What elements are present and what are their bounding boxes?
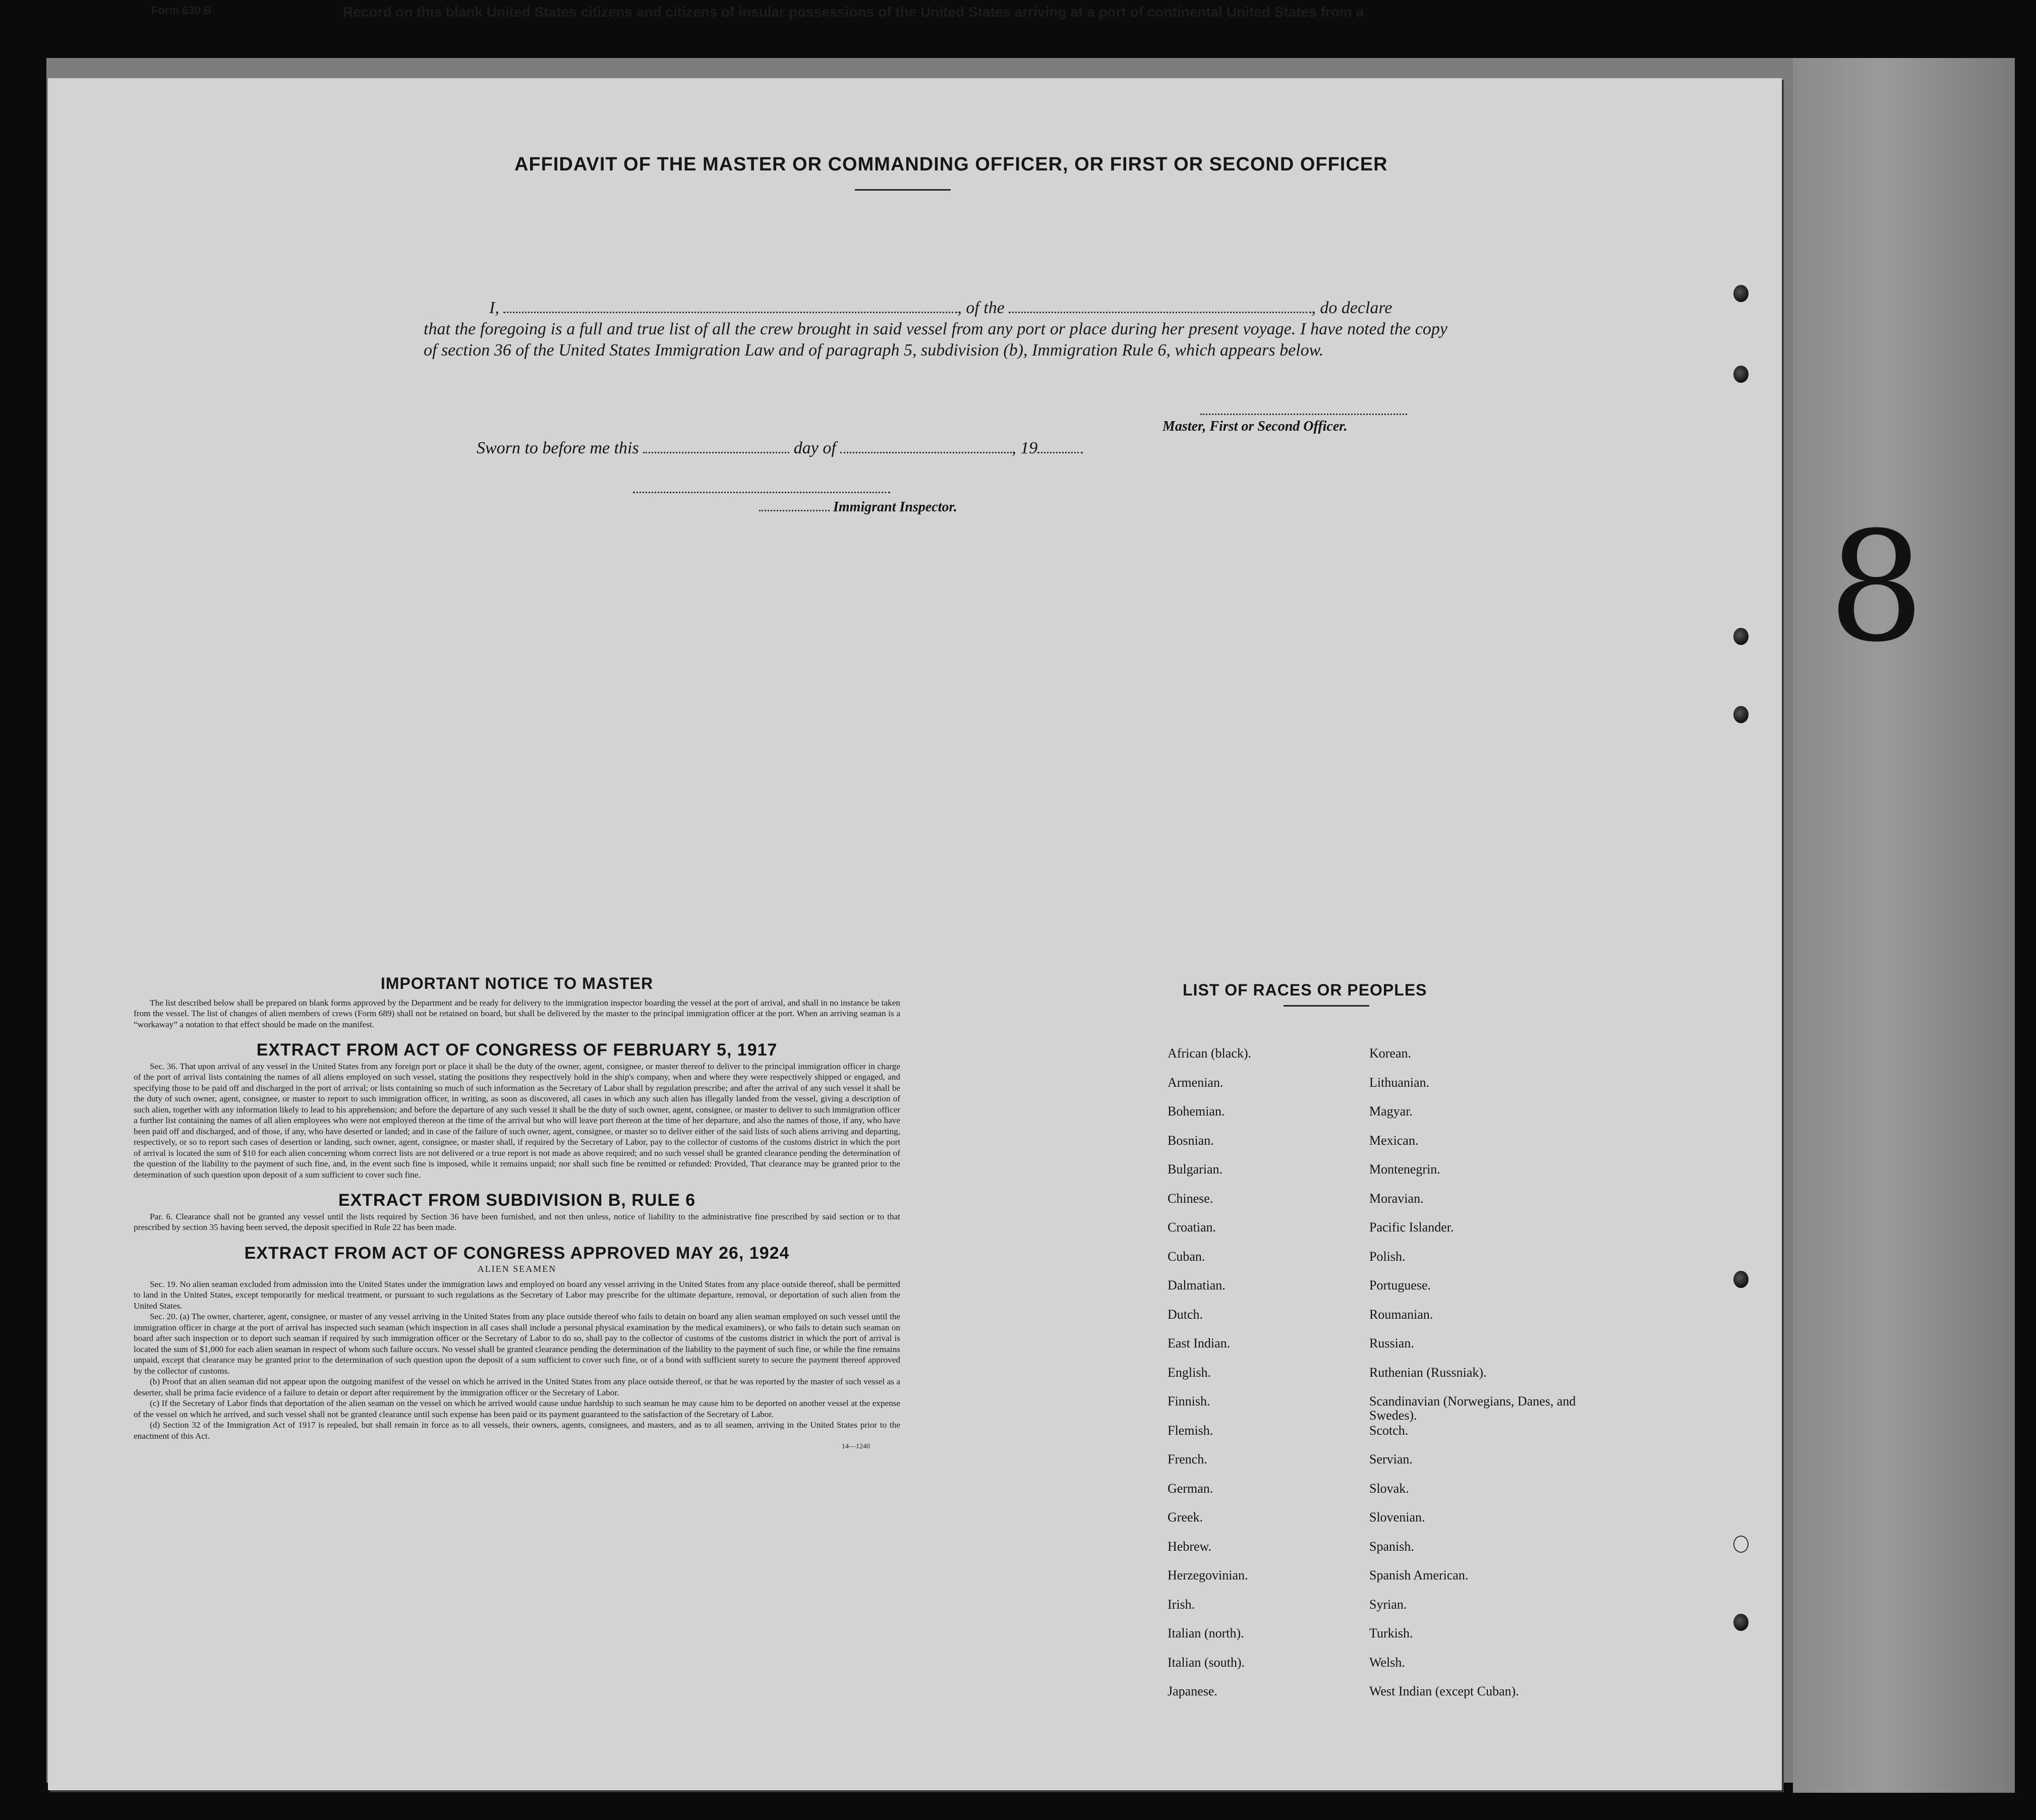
binder-hole	[1733, 628, 1749, 645]
affidavit-title-rule	[855, 189, 951, 191]
extract-1924-title: EXTRACT FROM ACT OF CONGRESS APPROVED MAY 26, 1924	[244, 1243, 790, 1263]
race-item: Spanish American.	[1369, 1568, 1469, 1582]
extract-1917-text: Sec. 36. That upon arrival of any vessel in the United States from any foreign port or place it shall be the duty of the owner, agent, consignee, or master thereof to deliver to the principal immigration officer in charge of the port of arrival lists containing the names of all aliens employed on such vessel, stating the positions they respectively hold in the ship's company, when and where they were respectively shipped or engaged, and specifying those to be paid off and discharged in the port of arrival; or lists containing so much of such information as the Secretary of Labor shall by regulation prescribe; and after the arrival of any such vessel it shall be the duty of such owner, agent, consignee, or master to report to such immigration officer, in writing, as soon as discovered, all cases in which any such alien has illegally landed from the vessel, giving a description of such alien, together with any information likely to lead to his apprehension; and before the departure of any such vessel it shall be the duty of such owner, agent, consignee, or master to deliver to such immigration officer a further list containing the names of all alien employees who were not employed thereon at the time of the arrival but who will leave port thereon at the time of her departure, and also the names of those, if any, who have been paid off and discharged, and of those, if any, who have deserted or landed; and in case of the failure of such owner, agent, consignee, or master so to deliver either of the said lists of such aliens arriving and departing, respectively, or so to report such cases of desertion or landing, such owner, agent, consignee, or master shall, if required by the Secretary of Labor, pay to the collector of customs of the customs district in which the port of arrival is located the sum of $10 for each alien concerning whom correct lists are not delivered or a true report is not made as above required; and no such vessel shall be granted clearance pending the determination of the question of the liability to the payment of such fine, and, in the event such fine is imposed, while it remains unpaid; nor shall such fine be remitted or refunded: Provided, That clearance may be granted prior to the determination of such question upon deposit of a sum sufficient to cover such fine.	[134, 1061, 900, 1180]
form-number: 14—1240	[842, 1443, 870, 1450]
affidavit-paragraph: that the foregoing is a full and true list of all the crew brought in said vessel from any port or place during her present voyage. I have noted the copy of section 36 of the United States Immigration Law and of paragraph 5, subdivision (b), Immigration Rule 6, which appears below.	[424, 320, 1447, 360]
extract-1924-paragraph: (c) If the Secretary of Labor finds that deportation of the alien seaman on the vessel on which he arrived would cause undue hardship to such seaman he may cause him to be deported on another vessel at the expense of the vessel on which he arrived, and such vessel shall not be granted clearance until such expense has been paid or its payment guaranteed to the satisfaction of the Secretary of Labor.	[134, 1398, 900, 1419]
race-item: Spanish.	[1369, 1539, 1414, 1554]
extract-rule6-title: EXTRACT FROM SUBDIVISION B, RULE 6	[338, 1191, 696, 1210]
race-item: Greek.	[1168, 1510, 1203, 1524]
form-label: Form 630 B	[151, 4, 212, 17]
handwritten-mark: 8	[1828, 499, 1925, 675]
race-item: French.	[1168, 1452, 1207, 1466]
race-item: Japanese.	[1168, 1684, 1217, 1698]
affidavit-title: AFFIDAVIT OF THE MASTER OR COMMANDING OFFICER, OR FIRST OR SECOND OFFICER	[514, 154, 1388, 175]
race-item: Irish.	[1168, 1597, 1195, 1612]
race-item: Chinese.	[1168, 1191, 1213, 1206]
race-item: Scandinavian (Norwegians, Danes, and Swedes).	[1369, 1394, 1576, 1423]
signature-label: Master, First or Second Officer.	[1162, 419, 1348, 434]
race-item: Dalmatian.	[1168, 1278, 1226, 1293]
signature-line	[1200, 414, 1407, 415]
race-item: Herzegovinian.	[1168, 1568, 1248, 1582]
binder-hole	[1733, 1614, 1749, 1631]
vessel-blank	[1009, 302, 1311, 313]
race-item: Roumanian.	[1369, 1307, 1433, 1322]
extract-1924-paragraph: Sec. 19. No alien seaman excluded from admission into the United States under the immigration laws and employed on board any vessel arriving in the United States from any place outside thereof, shall be permitted to land in the United States, except temporarily for medical treatment, or pursuant to such regulations as the Secretary of Labor may prescribe for the ultimate departure, removal, or deportation of such alien from the United States.	[134, 1279, 900, 1311]
notices-section	[134, 974, 900, 1452]
extract-1924-paragraph: Sec. 20. (a) The owner, charterer, agent, consignee, or master of any vessel arriving in the United States from any place outside thereof who fails to detain on board any alien seaman employed on such vessel until the immigration officer in charge at the port of arrival has inspected such seaman (which inspection in all cases shall include a personal physical examination by the medical examiners), or who fails to detain such seaman on board after such inspection or to deport such seaman if required by such immigration officer or the Secretary of Labor to do so, shall pay to the collector of customs of the customs district in which the port of arrival is located the sum of $1,000 for each alien seaman in respect of whom such failure occurs. No vessel shall be granted clearance pending the determination of the liability to the payment of such fine, or while the fine remains unpaid, except that clearance may be granted prior to the determination of such question upon the deposit of a sum sufficient to cover such fine, or of a bond with sufficient surety to secure the payment thereof approved by the collector of customs.	[134, 1312, 900, 1376]
race-item: Moravian.	[1369, 1191, 1424, 1206]
race-item: Bosnian.	[1168, 1133, 1214, 1148]
binder-hole	[1733, 706, 1749, 723]
inspector-label-text: Immigrant Inspector.	[833, 499, 957, 515]
race-item: Mexican.	[1369, 1133, 1419, 1148]
race-item: Cuban.	[1168, 1249, 1205, 1264]
race-item: Finnish.	[1168, 1394, 1210, 1408]
extract-rule6-text: Par. 6. Clearance shall not be granted any vessel until the lists required by Section 36 have been furnished, and not then unless, notice of liability to the administrative fine prescribed by said section or to that prescribed by section 35 having been served, the deposit specified in Rule 22 has been made.	[134, 1211, 900, 1232]
race-item: Bohemian.	[1168, 1104, 1225, 1119]
sworn-month-blank	[840, 442, 1012, 453]
extract-1917-title: EXTRACT FROM ACT OF CONGRESS OF FEBRUARY 5, 1917	[256, 1040, 778, 1060]
sworn-day-of: day of	[793, 439, 836, 457]
inspector-label	[759, 499, 957, 515]
race-item: Pacific Islander.	[1369, 1220, 1454, 1235]
extract-1924-paragraph: (b) Proof that an alien seaman did not appear upon the outgoing manifest of the vessel on which he arrived in the United States from any place outside thereof, or that he was reported by the master of such vessel as a deserter, shall be prima facie evidence of a failure to detain or deport after requirement by the immigration officer or the Secretary of Labor.	[134, 1377, 900, 1397]
affidavit-do-declare: , do declare	[1311, 299, 1392, 317]
race-item: Welsh.	[1369, 1655, 1405, 1670]
affidavit-first-line	[489, 298, 1392, 319]
back-sheet-header-text: Record on this blank United States citizens and citizens of insular possessions of the United States arriving at a port of continental United States from a	[343, 4, 1364, 20]
race-item: Italian (north).	[1168, 1626, 1244, 1640]
sworn-day-blank	[643, 442, 789, 453]
extract-1924-subtitle: ALIEN SEAMEN	[477, 1264, 557, 1274]
notice-text: The list described below shall be prepared on blank forms approved by the Department and be ready for delivery to the immigration inspector boarding the vessel at the port of arrival, and shall in no instance be taken from the vessel. The list of changes of alien members of crews (Form 689) shall not be retained on board, but shall be delivered by the master to the principal immigration officer at the port. When an arriving seaman is a “workaway” a notation to that effect should be made on the manifest.	[134, 997, 900, 1029]
race-item: Flemish.	[1168, 1423, 1213, 1438]
race-item: English.	[1168, 1365, 1211, 1380]
race-item: Dutch.	[1168, 1307, 1203, 1322]
race-item: Servian.	[1369, 1452, 1413, 1466]
sworn-prefix: Sworn to before me this	[477, 439, 639, 457]
race-item: Armenian.	[1168, 1075, 1224, 1090]
races-left-column	[1168, 1046, 1251, 1714]
extract-1924-paragraph: (d) Section 32 of the Immigration Act of 1917 is repealed, but shall remain in force as to all vessels, their owners, agents, consignees, and masters, and as to all seamen, arriving in the United States prior to the enactment of this Act.	[134, 1420, 900, 1441]
race-item: Portuguese.	[1369, 1278, 1431, 1293]
binder-hole	[1733, 285, 1749, 302]
binder-hole	[1733, 366, 1749, 383]
races-right-column	[1369, 1046, 1591, 1714]
race-item: Magyar.	[1369, 1104, 1413, 1119]
binder-hole	[1733, 1536, 1749, 1553]
race-item: Polish.	[1369, 1249, 1406, 1264]
race-item: West Indian (except Cuban).	[1369, 1684, 1519, 1698]
race-item: Scotch.	[1369, 1423, 1409, 1438]
race-item: African (black).	[1168, 1046, 1252, 1061]
race-item: Slovenian.	[1369, 1510, 1425, 1524]
inspector-blank	[759, 500, 830, 511]
back-sheet-header	[45, 0, 1760, 34]
affidavit-of-the: , of the	[957, 299, 1005, 317]
race-item: Russian.	[1369, 1336, 1414, 1351]
race-item: Korean.	[1369, 1046, 1412, 1061]
race-item: East Indian.	[1168, 1336, 1231, 1351]
race-item: Slovak.	[1369, 1481, 1409, 1496]
race-item: Syrian.	[1369, 1597, 1407, 1612]
sworn-year-blank	[1037, 442, 1083, 453]
race-item: Turkish.	[1369, 1626, 1413, 1640]
notice-title: IMPORTANT NOTICE TO MASTER	[380, 974, 654, 992]
race-item: Lithuanian.	[1369, 1075, 1430, 1090]
affidavit-i: I,	[489, 299, 499, 317]
race-item: Hebrew.	[1168, 1539, 1212, 1554]
races-title-rule	[1284, 1005, 1369, 1007]
inspector-line	[633, 492, 890, 493]
sworn-year: , 19	[1012, 439, 1038, 457]
race-item: Bulgarian.	[1168, 1162, 1223, 1177]
race-item: German.	[1168, 1481, 1213, 1496]
binder-hole	[1733, 1271, 1749, 1288]
right-edge-strip	[1793, 58, 2015, 1793]
race-item: Italian (south).	[1168, 1655, 1245, 1670]
race-item: Ruthenian (Russniak).	[1369, 1365, 1487, 1380]
sworn-line	[477, 439, 1083, 458]
document-page	[48, 78, 1782, 1790]
race-item: Montenegrin.	[1369, 1162, 1440, 1177]
races-title: LIST OF RACES OR PEOPLES	[1183, 981, 1427, 999]
race-item: Croatian.	[1168, 1220, 1216, 1235]
name-blank	[503, 302, 957, 313]
